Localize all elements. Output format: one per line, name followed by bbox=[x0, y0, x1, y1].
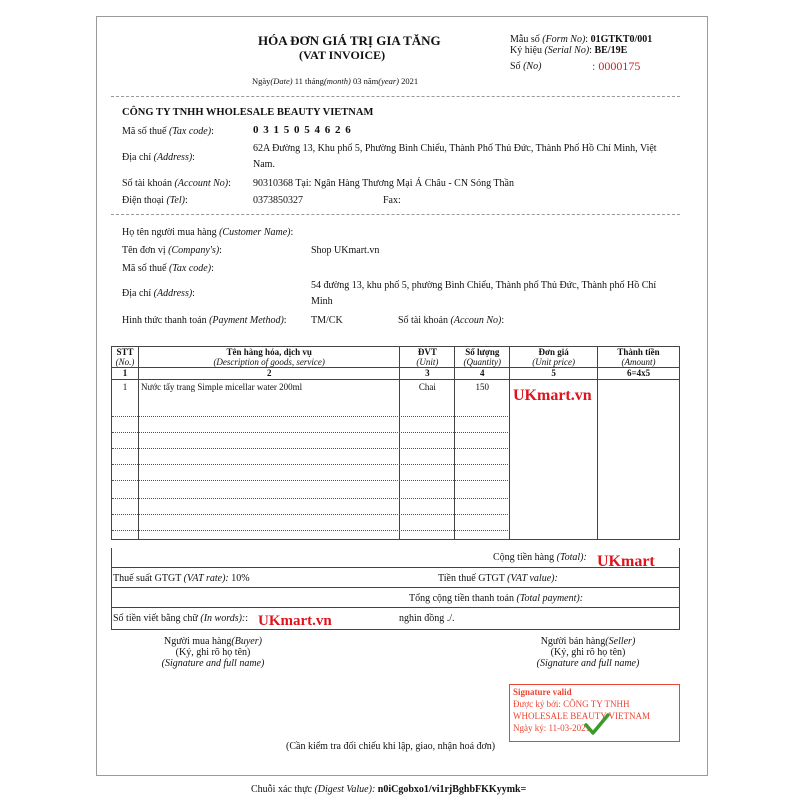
seller-account: 90310368 Tại: Ngân Hàng Thương Mại Á Châu - CN Sóng Thần bbox=[253, 178, 514, 189]
row-guide bbox=[112, 530, 510, 531]
form-number: Mẫu số (Form No): 01GTKT0/001 bbox=[510, 34, 653, 45]
table-header-row bbox=[112, 347, 680, 368]
row-unit: Chai bbox=[400, 380, 455, 540]
table-row bbox=[112, 380, 680, 540]
seller-address-label: Địa chỉ (Address): bbox=[122, 152, 195, 163]
items-table bbox=[111, 346, 680, 540]
seller-address: 62A Đường 13, Khu phố 5, Phường Bình Chiểu, Thành Phố Thủ Đức, Thành Phố Hồ Chí Minh, Việt bbox=[253, 143, 657, 154]
vat-rate-label: Thuế suất GTGT (VAT rate): 10% bbox=[113, 573, 250, 584]
invoice-subtitle: (VAT INVOICE) bbox=[299, 48, 386, 62]
watermark-ukmart-2: UKmart bbox=[597, 553, 655, 570]
payment-total-row bbox=[111, 588, 680, 608]
digest-value: Chuỗi xác thực (Digest Value): n0iCgobxo1/vi1rjBghbFKKyymk= bbox=[251, 784, 527, 795]
seller-address-2: Nam. bbox=[253, 159, 275, 170]
total-payment-label: Tổng cộng tiền thanh toán (Total payment): bbox=[409, 593, 584, 604]
buyer-address-label: Địa chỉ (Address): bbox=[122, 288, 195, 299]
row-guide bbox=[112, 448, 510, 449]
checkmark-icon bbox=[584, 712, 610, 736]
total-row bbox=[111, 548, 680, 568]
index-cell: 2 bbox=[138, 368, 399, 380]
seller-tax-label: Mã số thuế (Tax code): bbox=[122, 126, 214, 137]
buyer-tax-label: Mã số thuế (Tax code): bbox=[122, 263, 214, 274]
in-words-label: Số tiền viết bằng chữ (In words):: bbox=[113, 613, 249, 624]
vat-value-label: Tiền thuế GTGT (VAT value): bbox=[438, 573, 558, 584]
check-note: (Cần kiểm tra đối chiếu khi lập, giao, nhận hoá đơn) bbox=[286, 741, 496, 752]
subtotal-label: Cộng tiền hàng (Total): bbox=[493, 552, 587, 563]
watermark-ukmart-3: UKmart.vn bbox=[258, 613, 332, 629]
row-guide bbox=[112, 416, 510, 417]
invoice-number-label: Số (No) bbox=[510, 61, 542, 72]
serial-number: Ký hiệu (Serial No): BE/19E bbox=[510, 45, 628, 56]
table-index-row bbox=[112, 368, 680, 380]
divider bbox=[111, 214, 680, 215]
buyer-address: 54 đường 13, khu phố 5, phường Bình Chiểu, Thành phố Thủ Đức, Thành phố Hồ Chí bbox=[311, 280, 657, 291]
col-header-unit: ĐVT (Unit) bbox=[400, 347, 455, 368]
invoice-title: HÓA ĐƠN GIÁ TRỊ GIA TĂNG bbox=[258, 33, 441, 48]
watermark-ukmart: UKmart.vn bbox=[513, 387, 592, 404]
divider bbox=[111, 96, 680, 97]
row-guide bbox=[112, 514, 510, 515]
row-guide bbox=[112, 464, 510, 465]
row-no: 1 bbox=[112, 380, 139, 540]
seller-signature-block: Người bán hàng(Seller) (Ký, ghi rõ họ tên) (Signature and full name) bbox=[536, 636, 640, 669]
index-cell: 4 bbox=[455, 368, 510, 380]
col-header-quantity: Số lượng (Quantity) bbox=[455, 347, 510, 368]
seller-fax-label: Fax: bbox=[383, 195, 401, 206]
col-header-description: Tên hàng hóa, dịch vụ (Description of goods, service) bbox=[138, 347, 399, 368]
company-name: Shop UKmart.vn bbox=[311, 245, 380, 256]
col-header-unit-price: Đơn giá (Unit price) bbox=[510, 347, 598, 368]
row-guide bbox=[112, 480, 510, 481]
company-label: Tên đơn vị (Company's): bbox=[122, 245, 222, 256]
buyer-signature-block: Người mua hàng(Buyer) (Ký, ghi rõ họ tên) (Signature and full name) bbox=[161, 636, 265, 669]
payment-method: TM/CK bbox=[311, 315, 343, 326]
invoice-date: Ngày(Date) 11 tháng(month) 03 năm(year) 2021 bbox=[252, 76, 419, 86]
col-header-no: STT (No.) bbox=[112, 347, 139, 368]
col-header-amount: Thành tiền (Amount) bbox=[598, 347, 680, 368]
invoice-number: : 0000175 bbox=[592, 59, 641, 73]
seller-name: CÔNG TY TNHH WHOLESALE BEAUTY VIETNAM bbox=[122, 107, 374, 118]
seller-account-label: Số tài khoản (Account No): bbox=[122, 178, 231, 189]
buyer-account-label: Số tài khoản (Accoun No): bbox=[398, 315, 505, 326]
provider-side-note bbox=[712, 122, 726, 602]
index-cell: 1 bbox=[112, 368, 139, 380]
seller-phone: 0373850327 bbox=[253, 195, 303, 206]
digital-signature-stamp: Signature valid Được ký bởi: CÔNG TY TNHH WHOLESALE BEAUTY VIETNAM Ngày ký: 11-03-2021 bbox=[509, 684, 680, 742]
customer-name-label: Họ tên người mua hàng (Customer Name): bbox=[122, 227, 294, 238]
payment-method-label: Hình thức thanh toán (Payment Method): bbox=[122, 315, 287, 326]
row-quantity: 150 bbox=[455, 380, 510, 540]
row-description: Nước tẩy trang Simple micellar water 200ml bbox=[138, 380, 399, 540]
seller-phone-label: Điện thoại (Tel): bbox=[122, 195, 188, 206]
index-cell: 6=4x5 bbox=[598, 368, 680, 380]
in-words-tail: nghìn đồng ./. bbox=[399, 613, 455, 624]
index-cell: 5 bbox=[510, 368, 598, 380]
index-cell: 3 bbox=[400, 368, 455, 380]
buyer-address-2: Minh bbox=[311, 296, 333, 307]
row-guide bbox=[112, 498, 510, 499]
row-amount bbox=[598, 380, 680, 540]
seller-tax-code: 0 3 1 5 0 5 4 6 2 6 bbox=[253, 124, 352, 136]
row-guide bbox=[112, 432, 510, 433]
